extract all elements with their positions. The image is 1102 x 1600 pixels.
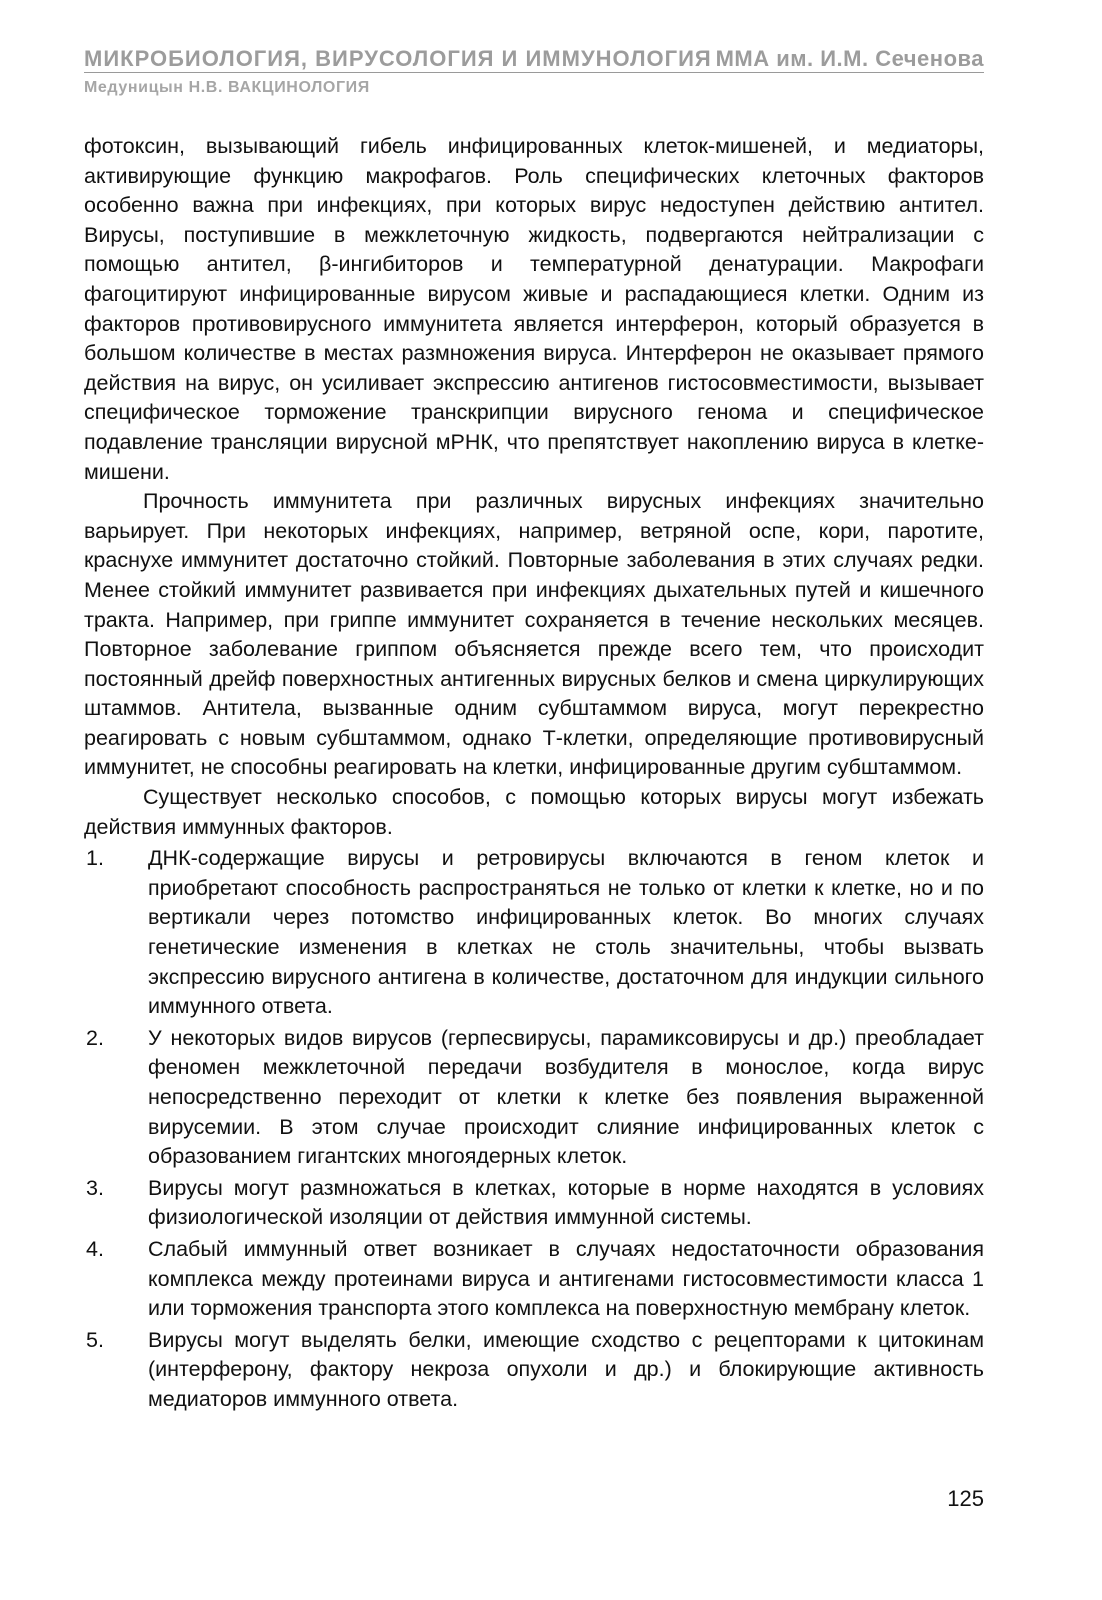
list-item: [84, 1174, 984, 1233]
list-item: [84, 1235, 984, 1324]
numbered-list: [84, 844, 984, 1414]
running-header: [84, 46, 984, 97]
list-item-text: У некоторых видов вирусов (герпесвирусы, парамиксовирусы и др.) преобладает феномен межклеточной передачи возбудителя в монослое, когда вирус непосредственно переходит от клетки к клетке без появления выраженной вирусемии. В этом случае происходит слияние инфицированных клеток с образованием гигантских многоядерных клеток.: [148, 1025, 984, 1169]
paragraph: фотоксин, вызывающий гибель инфицированных клеток-мишеней, и медиаторы, активирующие функцию макрофагов. Роль специфических клеточных факторов особенно важна при инфекциях, при которых вирус недоступен действию антител. Вирусы, поступившие в межклеточную жидкость, подвергаются нейтрализации с помощью антител, β-ингибиторов и температурной денатурации. Макрофаги фагоцитируют инфицированные вирусом живые и распадающиеся клетки. Одним из факторов противовирусного иммунитета является интерферон, который образуется в большом количестве в местах размножения вируса. Интерферон не оказывает прямого действия на вирус, он усиливает экспрессию антигенов гистосовместимости, вызывает специфическое торможение транскрипции вирусного генома и специфическое подавление трансляции вирусной мРНК, что препятствует накоплению вируса в клетке-мишени.: [84, 134, 984, 484]
list-item-text: Вирусы могут выделять белки, имеющие сходство с рецепторами к цитокинам (интерферону, фактору некроза опухоли и др.) и блокирующие активность медиаторов иммунного ответа.: [148, 1327, 984, 1411]
list-item: [84, 1024, 984, 1172]
list-item-number: 3.: [86, 1175, 104, 1200]
list-item: [84, 844, 984, 1022]
list-item-text: Вирусы могут размножаться в клетках, которые в норме находятся в условиях физиологической изоляции от действия иммунной системы.: [148, 1175, 984, 1230]
body-text: [84, 132, 984, 1417]
header-subtitle: Медуницын Н.В. ВАКЦИНОЛОГИЯ: [84, 79, 370, 96]
header-title: МИКРОБИОЛОГИЯ, ВИРУСОЛОГИЯ И ИММУНОЛОГИЯ: [84, 46, 712, 71]
header-row: [84, 46, 984, 73]
list-item-text: Слабый иммунный ответ возникает в случаях недостаточности образования комплекса между протеинами вируса и антигенами гистосовместимости класса 1 или торможения транспорта этого комплекса на поверхностную мембрану клеток.: [148, 1236, 984, 1321]
list-item: [84, 1326, 984, 1415]
list-item-number: 1.: [86, 846, 104, 871]
list-item-text: ДНК-содержащие вирусы и ретровирусы включаются в геном клеток и приобретают способность распространяться не только от клетки к клетке, но и по вертикали через потомство инфицированных клеток. Во многих случаях генетические изменения в клетках не столь значительны, чтобы вызвать экспрессию вирусного антигена в количестве, достаточном для индукции сильного иммунного ответа.: [148, 846, 984, 1019]
paragraph: Существует несколько способов, с помощью которых вирусы могут избежать действия иммунных факторов.: [84, 785, 984, 839]
header-institution: ММА им. И.М. Сеченова: [715, 46, 984, 71]
list-item-number: 4.: [86, 1236, 104, 1261]
page-number: 125: [947, 1486, 984, 1511]
paragraph: Прочность иммунитета при различных вирусных инфекциях значительно варьирует. При некоторых инфекциях, например, ветряной оспе, кори, паротите, краснухе иммунитет достаточно стойкий. Повторные заболевания в этих случаях редки. Менее стойкий иммунитет развивается при инфекциях дыхательных путей и кишечного тракта. Например, при гриппе иммунитет сохраняется в течение нескольких месяцев. Повторное заболевание гриппом объясняется прежде всего тем, что происходит постоянный дрейф поверхностных антигенных вирусных белков и смена циркулирующих штаммов. Антитела, вызванные одним субштаммом вируса, могут перекрестно реагировать с новым субштаммом, однако Т-клетки, определяющие противовирусный иммунитет, не способны реагировать на клетки, инфицированные другим субштаммом.: [84, 489, 984, 780]
list-item-number: 2.: [86, 1025, 104, 1050]
list-item-number: 5.: [86, 1327, 104, 1352]
